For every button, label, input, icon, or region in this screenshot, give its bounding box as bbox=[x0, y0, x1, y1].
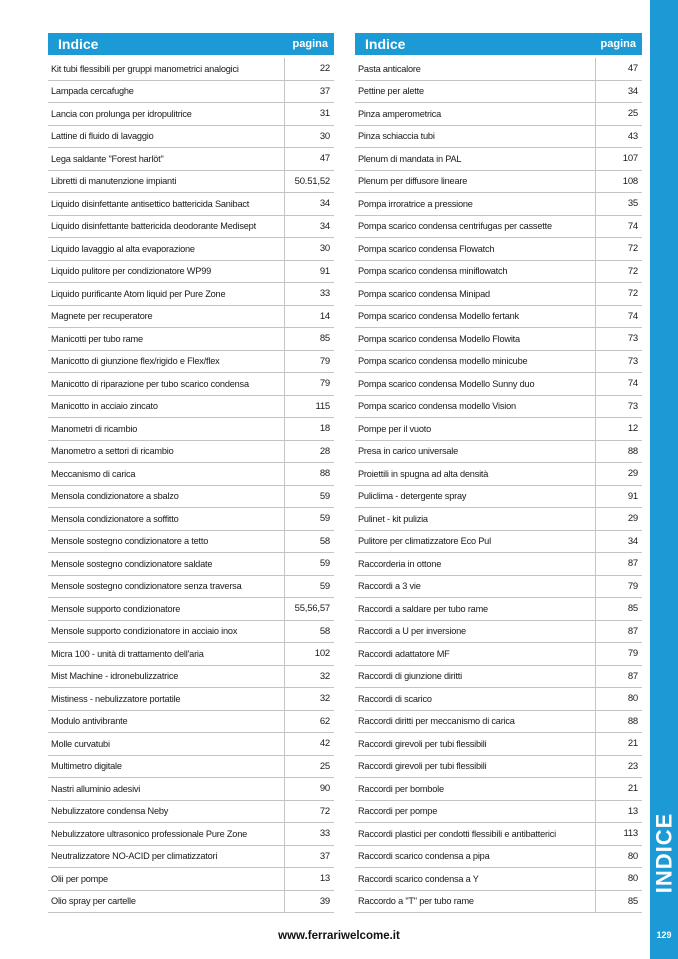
index-row bbox=[48, 57, 334, 81]
index-entry-name: Pompe per il vuoto bbox=[355, 418, 595, 441]
index-entry-page: 59 bbox=[284, 508, 334, 531]
index-entry-name: Raccordi diritti per meccanismo di carica bbox=[355, 710, 595, 733]
index-entry-page: 79 bbox=[595, 643, 642, 666]
index-entry-page: 107 bbox=[595, 148, 642, 171]
index-entry-page: 73 bbox=[595, 328, 642, 351]
index-row bbox=[48, 80, 334, 103]
index-row bbox=[48, 643, 334, 666]
index-entry-page: 37 bbox=[284, 80, 334, 103]
index-entry-page: 18 bbox=[284, 418, 334, 441]
index-row bbox=[48, 890, 334, 913]
index-entry-name: Liquido pulitore per condizionatore WP99 bbox=[48, 260, 284, 283]
index-entry-page: 30 bbox=[284, 238, 334, 261]
index-entry-name: Pulinet - kit pulizia bbox=[355, 508, 595, 531]
index-row bbox=[355, 530, 642, 553]
index-entry-name: Meccanismo di carica bbox=[48, 463, 284, 486]
index-entry-page: 39 bbox=[284, 890, 334, 913]
index-entry-page: 35 bbox=[595, 193, 642, 216]
index-row bbox=[48, 170, 334, 193]
index-row bbox=[48, 688, 334, 711]
index-entry-name: Pompa scarico condensa Flowatch bbox=[355, 238, 595, 261]
index-row bbox=[355, 215, 642, 238]
index-row bbox=[48, 508, 334, 531]
index-entry-name: Proiettili in spugna ad alta densità bbox=[355, 463, 595, 486]
index-entry-page: 58 bbox=[284, 620, 334, 643]
index-entry-page: 34 bbox=[595, 80, 642, 103]
index-row bbox=[48, 575, 334, 598]
index-entry-page: 79 bbox=[284, 373, 334, 396]
index-row bbox=[48, 215, 334, 238]
index-entry-page: 115 bbox=[284, 395, 334, 418]
index-entry-page: 29 bbox=[595, 508, 642, 531]
index-row bbox=[355, 103, 642, 126]
index-entry-page: 43 bbox=[595, 125, 642, 148]
page-number: 129 bbox=[656, 930, 672, 940]
index-entry-name: Liquido lavaggio al alta evaporazione bbox=[48, 238, 284, 261]
index-entry-page: 25 bbox=[595, 103, 642, 126]
footer-website: www.ferrariwelcome.it bbox=[278, 930, 400, 942]
index-entry-name: Mensola condizionatore a sbalzo bbox=[48, 485, 284, 508]
index-entry-page: 22 bbox=[284, 57, 334, 81]
index-row bbox=[355, 125, 642, 148]
index-entry-name: Pasta anticalore bbox=[355, 57, 595, 81]
index-row bbox=[355, 463, 642, 486]
index-entry-page: 87 bbox=[595, 620, 642, 643]
index-entry-page: 25 bbox=[284, 755, 334, 778]
index-row bbox=[48, 440, 334, 463]
index-row bbox=[48, 755, 334, 778]
index-entry-page: 58 bbox=[284, 530, 334, 553]
index-entry-name: Raccordi di scarico bbox=[355, 688, 595, 711]
index-row bbox=[355, 395, 642, 418]
index-entry-name: Raccordi per pompe bbox=[355, 800, 595, 823]
index-row bbox=[355, 373, 642, 396]
index-entry-name: Pompa irroratrice a pressione bbox=[355, 193, 595, 216]
index-entry-page: 79 bbox=[595, 575, 642, 598]
index-entry-page: 85 bbox=[284, 328, 334, 351]
index-row bbox=[48, 800, 334, 823]
index-entry-page: 73 bbox=[595, 395, 642, 418]
index-entry-name: Manometri di ricambio bbox=[48, 418, 284, 441]
index-entry-page: 13 bbox=[284, 868, 334, 891]
index-row bbox=[355, 688, 642, 711]
index-entry-name: Liquido purificante Atom liquid per Pure Zone bbox=[48, 283, 284, 306]
index-row bbox=[48, 193, 334, 216]
index-row bbox=[355, 508, 642, 531]
index-entry-name: Raccordi scarico condensa a pipa bbox=[355, 845, 595, 868]
index-entry-name: Pompa scarico condensa Modello Sunny duo bbox=[355, 373, 595, 396]
index-entry-name: Raccordi a 3 vie bbox=[355, 575, 595, 598]
index-entry-name: Mensole sostegno condizionatore a tetto bbox=[48, 530, 284, 553]
index-entry-page: 91 bbox=[284, 260, 334, 283]
index-entry-page: 59 bbox=[284, 485, 334, 508]
index-entry-name: Mensola condizionatore a soffitto bbox=[48, 508, 284, 531]
index-entry-name: Pinza schiaccia tubi bbox=[355, 125, 595, 148]
index-entry-name: Raccordi a saldare per tubo rame bbox=[355, 598, 595, 621]
index-entry-name: Molle curvatubi bbox=[48, 733, 284, 756]
index-entry-page: 30 bbox=[284, 125, 334, 148]
index-entry-name: Lancia con prolunga per idropulitrice bbox=[48, 103, 284, 126]
index-entry-page: 33 bbox=[284, 823, 334, 846]
index-row bbox=[355, 890, 642, 913]
index-entry-page: 29 bbox=[595, 463, 642, 486]
index-row bbox=[48, 283, 334, 306]
index-entry-page: 88 bbox=[284, 463, 334, 486]
index-entry-name: Micra 100 - unità di trattamento dell'aria bbox=[48, 643, 284, 666]
index-entry-name: Neutralizzatore NO-ACID per climatizzatori bbox=[48, 845, 284, 868]
index-entry-name: Pettine per alette bbox=[355, 80, 595, 103]
index-entry-page: 88 bbox=[595, 710, 642, 733]
index-entry-name: Nebulizzatore condensa Neby bbox=[48, 800, 284, 823]
index-entry-name: Pompa scarico condensa Modello fertank bbox=[355, 305, 595, 328]
index-entry-name: Pompa scarico condensa modello Vision bbox=[355, 395, 595, 418]
index-entry-name: Lampada cercafughe bbox=[48, 80, 284, 103]
index-row bbox=[355, 305, 642, 328]
index-table-header bbox=[355, 33, 642, 57]
index-entry-name: Presa in carico universale bbox=[355, 440, 595, 463]
index-entry-page: 72 bbox=[284, 800, 334, 823]
index-row bbox=[48, 373, 334, 396]
index-entry-page: 87 bbox=[595, 553, 642, 576]
index-row bbox=[355, 238, 642, 261]
index-entry-name: Raccordi girevoli per tubi flessibili bbox=[355, 755, 595, 778]
index-entry-name: Olii per pompe bbox=[48, 868, 284, 891]
index-entry-page: 47 bbox=[284, 148, 334, 171]
index-entry-name: Raccordi girevoli per tubi flessibili bbox=[355, 733, 595, 756]
index-row bbox=[355, 575, 642, 598]
index-row bbox=[48, 395, 334, 418]
index-entry-page: 80 bbox=[595, 845, 642, 868]
index-entry-name: Nebulizzatore ultrasonico professionale Pure Zone bbox=[48, 823, 284, 846]
index-entry-page: 102 bbox=[284, 643, 334, 666]
index-row bbox=[48, 305, 334, 328]
index-entry-name: Mensole supporto condizionatore in acciaio inox bbox=[48, 620, 284, 643]
index-entry-name: Pompa scarico condensa Modello Flowita bbox=[355, 328, 595, 351]
index-entry-name: Olio spray per cartelle bbox=[48, 890, 284, 913]
index-entry-name: Pompa scarico condensa miniflowatch bbox=[355, 260, 595, 283]
index-entry-page: 32 bbox=[284, 688, 334, 711]
index-row bbox=[355, 845, 642, 868]
index-row bbox=[48, 665, 334, 688]
index-entry-page: 55,56,57 bbox=[284, 598, 334, 621]
index-entry-name: Raccordi plastici per condotti flessibili e antibatterici bbox=[355, 823, 595, 846]
index-row bbox=[355, 800, 642, 823]
index-entry-page: 34 bbox=[595, 530, 642, 553]
index-entry-page: 33 bbox=[284, 283, 334, 306]
index-row bbox=[48, 463, 334, 486]
index-entry-page: 72 bbox=[595, 238, 642, 261]
index-entry-page: 31 bbox=[284, 103, 334, 126]
index-entry-name: Mensole supporto condizionatore bbox=[48, 598, 284, 621]
index-entry-page: 34 bbox=[284, 193, 334, 216]
index-row bbox=[355, 328, 642, 351]
index-row bbox=[355, 643, 642, 666]
index-row bbox=[48, 125, 334, 148]
index-row bbox=[355, 665, 642, 688]
index-row bbox=[355, 755, 642, 778]
sidebar-section-label bbox=[650, 798, 678, 908]
index-entry-name: Manometro a settori di ricambio bbox=[48, 440, 284, 463]
index-row bbox=[355, 350, 642, 373]
index-entry-name: Mistiness - nebulizzatore portatile bbox=[48, 688, 284, 711]
index-row bbox=[355, 823, 642, 846]
index-entry-page: 21 bbox=[595, 778, 642, 801]
index-entry-name: Mensole sostegno condizionatore saldate bbox=[48, 553, 284, 576]
index-row bbox=[48, 103, 334, 126]
index-row bbox=[48, 418, 334, 441]
index-entry-name: Manicotti per tubo rame bbox=[48, 328, 284, 351]
index-entry-page: 62 bbox=[284, 710, 334, 733]
index-row bbox=[355, 148, 642, 171]
index-entry-page: 88 bbox=[595, 440, 642, 463]
index-row bbox=[355, 80, 642, 103]
index-row bbox=[355, 170, 642, 193]
index-entry-page: 87 bbox=[595, 665, 642, 688]
index-entry-name: Raccorderia in ottone bbox=[355, 553, 595, 576]
index-entry-name: Pompa scarico condensa centrifugas per cassette bbox=[355, 215, 595, 238]
index-row bbox=[48, 148, 334, 171]
index-row bbox=[355, 193, 642, 216]
index-entry-name: Libretti di manutenzione impianti bbox=[48, 170, 284, 193]
index-entry-name: Puliclima - detergente spray bbox=[355, 485, 595, 508]
index-table-left bbox=[48, 33, 334, 913]
index-entry-name: Raccordi scarico condensa a Y bbox=[355, 868, 595, 891]
index-entry-page: 91 bbox=[595, 485, 642, 508]
index-entry-page: 74 bbox=[595, 215, 642, 238]
index-entry-name: Manicotto di giunzione flex/rigido e Flex/flex bbox=[48, 350, 284, 373]
header-page: pagina bbox=[284, 33, 334, 57]
index-entry-name: Magnete per recuperatore bbox=[48, 305, 284, 328]
index-entry-name: Mensole sostegno condizionatore senza traversa bbox=[48, 575, 284, 598]
index-entry-page: 108 bbox=[595, 170, 642, 193]
index-entry-name: Raccordi a U per inversione bbox=[355, 620, 595, 643]
index-entry-page: 47 bbox=[595, 57, 642, 81]
index-row bbox=[355, 598, 642, 621]
index-row bbox=[48, 845, 334, 868]
index-entry-page: 79 bbox=[284, 350, 334, 373]
index-row bbox=[355, 418, 642, 441]
index-entry-page: 80 bbox=[595, 688, 642, 711]
index-entry-page: 23 bbox=[595, 755, 642, 778]
header-page: pagina bbox=[595, 33, 642, 57]
index-entry-page: 37 bbox=[284, 845, 334, 868]
index-entry-name: Manicotto in acciaio zincato bbox=[48, 395, 284, 418]
index-row bbox=[48, 260, 334, 283]
index-entry-page: 72 bbox=[595, 283, 642, 306]
index-entry-page: 74 bbox=[595, 305, 642, 328]
index-entry-name: Liquido disinfettante battericida deodorante Medisept bbox=[48, 215, 284, 238]
index-entry-page: 59 bbox=[284, 553, 334, 576]
index-row bbox=[48, 823, 334, 846]
index-row bbox=[48, 238, 334, 261]
index-entry-page: 28 bbox=[284, 440, 334, 463]
header-title: Indice bbox=[355, 33, 595, 57]
index-entry-page: 90 bbox=[284, 778, 334, 801]
index-row bbox=[48, 868, 334, 891]
index-entry-page: 34 bbox=[284, 215, 334, 238]
index-entry-page: 14 bbox=[284, 305, 334, 328]
index-entry-name: Plenum di mandata in PAL bbox=[355, 148, 595, 171]
sidebar-label-text: INDICE bbox=[651, 812, 676, 894]
index-entry-page: 85 bbox=[595, 890, 642, 913]
index-row bbox=[48, 620, 334, 643]
index-entry-page: 73 bbox=[595, 350, 642, 373]
index-entry-page: 74 bbox=[595, 373, 642, 396]
header-title: Indice bbox=[48, 33, 284, 57]
index-entry-name: Multimetro digitale bbox=[48, 755, 284, 778]
index-row bbox=[355, 485, 642, 508]
index-entry-name: Pompa scarico condensa Minipad bbox=[355, 283, 595, 306]
index-table-right bbox=[355, 33, 642, 913]
index-entry-page: 21 bbox=[595, 733, 642, 756]
index-row bbox=[355, 260, 642, 283]
index-entry-page: 12 bbox=[595, 418, 642, 441]
index-row bbox=[48, 485, 334, 508]
index-row bbox=[355, 283, 642, 306]
index-table-header bbox=[48, 33, 334, 57]
index-row bbox=[355, 57, 642, 81]
index-entry-name: Kit tubi flessibili per gruppi manometrici analogici bbox=[48, 57, 284, 81]
index-row bbox=[355, 733, 642, 756]
index-row bbox=[48, 530, 334, 553]
index-row bbox=[355, 778, 642, 801]
index-entry-name: Raccordi di giunzione diritti bbox=[355, 665, 595, 688]
index-entry-name: Pulitore per climatizzatore Eco Pul bbox=[355, 530, 595, 553]
index-row bbox=[48, 778, 334, 801]
index-row bbox=[355, 553, 642, 576]
index-entry-name: Lattine di fluido di lavaggio bbox=[48, 125, 284, 148]
index-row bbox=[48, 733, 334, 756]
index-entry-name: Lega saldante "Forest harlöt" bbox=[48, 148, 284, 171]
index-row bbox=[48, 350, 334, 373]
index-entry-name: Manicotto di riparazione per tubo scarico condensa bbox=[48, 373, 284, 396]
index-entry-name: Modulo antivibrante bbox=[48, 710, 284, 733]
index-entry-page: 59 bbox=[284, 575, 334, 598]
index-entry-name: Plenum per diffusore lineare bbox=[355, 170, 595, 193]
index-entry-page: 32 bbox=[284, 665, 334, 688]
index-entry-page: 72 bbox=[595, 260, 642, 283]
index-entry-name: Raccordi per bombole bbox=[355, 778, 595, 801]
index-row bbox=[355, 710, 642, 733]
index-entry-page: 113 bbox=[595, 823, 642, 846]
index-entry-name: Mist Machine - idronebulizzatrice bbox=[48, 665, 284, 688]
index-row bbox=[48, 710, 334, 733]
index-row bbox=[48, 553, 334, 576]
index-entry-page: 42 bbox=[284, 733, 334, 756]
index-entry-name: Pinza amperometrica bbox=[355, 103, 595, 126]
index-entry-page: 13 bbox=[595, 800, 642, 823]
index-entry-name: Liquido disinfettante antisettico battericida Sanibact bbox=[48, 193, 284, 216]
index-row bbox=[355, 868, 642, 891]
index-row bbox=[48, 328, 334, 351]
index-entry-name: Nastri alluminio adesivi bbox=[48, 778, 284, 801]
index-row bbox=[355, 440, 642, 463]
index-entry-name: Pompa scarico condensa modello minicube bbox=[355, 350, 595, 373]
index-entry-page: 50.51,52 bbox=[284, 170, 334, 193]
index-entry-page: 85 bbox=[595, 598, 642, 621]
index-row bbox=[355, 620, 642, 643]
index-entry-page: 80 bbox=[595, 868, 642, 891]
index-entry-name: Raccordo a "T" per tubo rame bbox=[355, 890, 595, 913]
index-entry-name: Raccordi adattatore MF bbox=[355, 643, 595, 666]
index-row bbox=[48, 598, 334, 621]
